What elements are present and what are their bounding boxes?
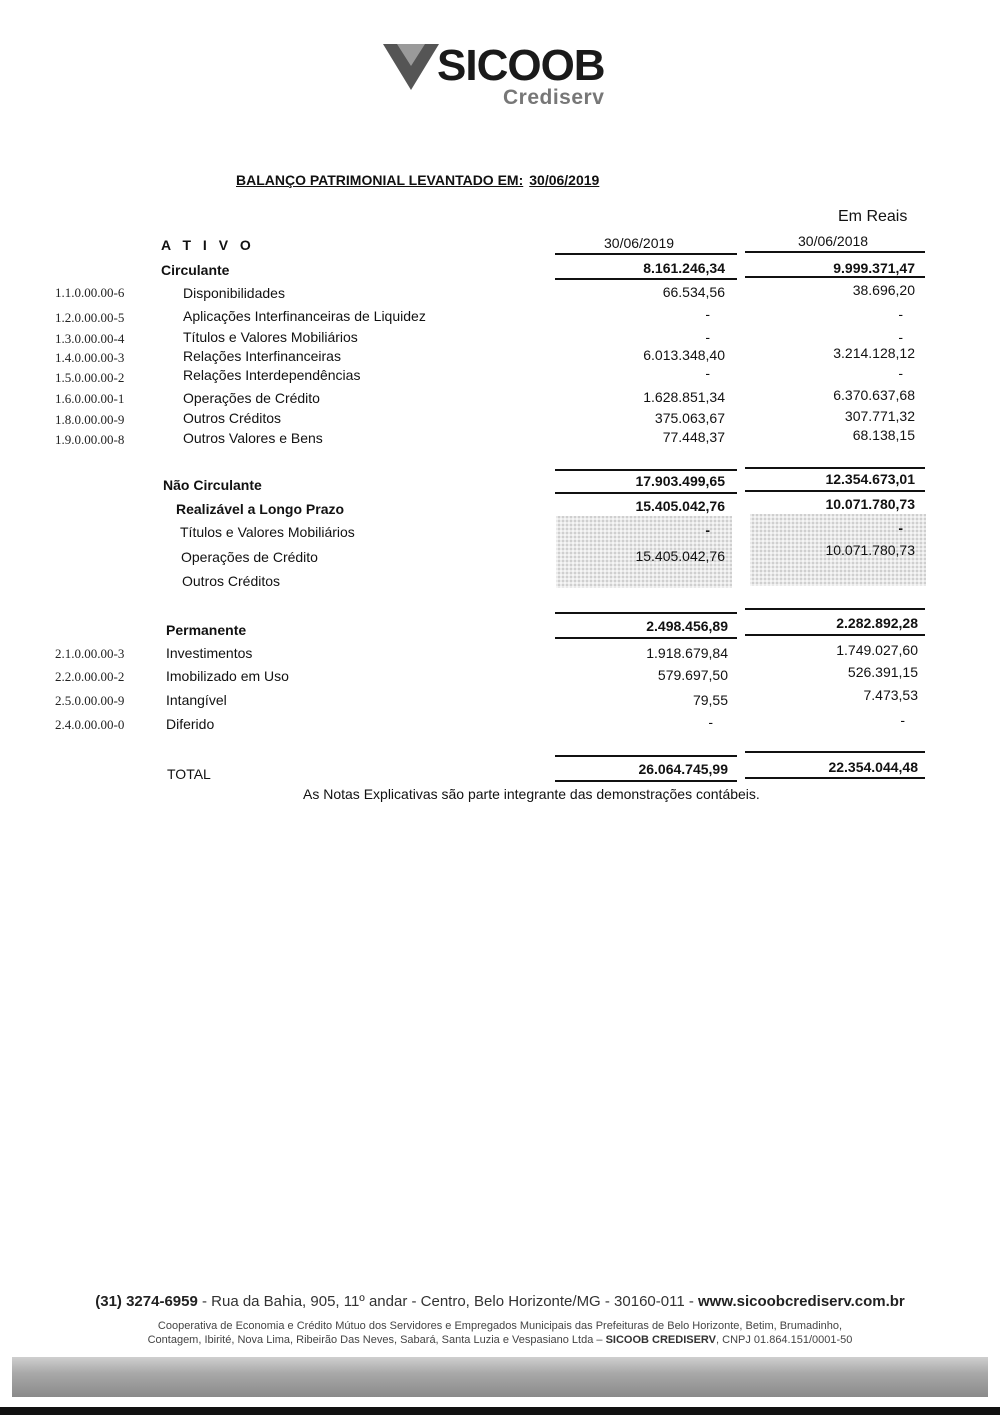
row-label: Outros Créditos xyxy=(183,410,282,426)
group-label: Não Circulante xyxy=(163,477,262,493)
value-2019: 579.697,50 xyxy=(657,667,728,683)
value-2019: - xyxy=(705,522,710,538)
value-2018: 68.138,15 xyxy=(852,427,915,443)
logo-subtitle: Crediserv xyxy=(503,86,605,109)
value-2018: 3.214.128,12 xyxy=(833,345,915,361)
value-2018: - xyxy=(898,329,903,345)
value-2019: 66.534,56 xyxy=(662,284,725,300)
value-2018: 10.071.780,73 xyxy=(825,542,915,558)
unit-label: Em Reais xyxy=(838,208,908,225)
section-heading: A T I V O xyxy=(161,237,255,253)
footer-legal-text: Contagem, Ibirité, Nova Lima, Ribeirão Das Neves, Sabará, Santa Luzia e Vespasiano Ltda – xyxy=(147,1334,606,1346)
value-2019: 1.628.851,34 xyxy=(643,389,725,405)
logo-wordmark: SICOOB xyxy=(437,41,605,90)
column-header-2019: 30/06/2019 xyxy=(604,235,675,251)
explanatory-note: As Notas Explicativas são parte integrante das demonstrações contábeis. xyxy=(303,786,760,802)
value-2019: 6.013.348,40 xyxy=(643,347,725,363)
value-2018: 10.071.780,73 xyxy=(825,496,915,512)
value-2019: 15.405.042,76 xyxy=(635,498,725,514)
value-2018: 2.282.892,28 xyxy=(836,615,918,631)
table-row xyxy=(0,365,1000,385)
divider xyxy=(555,612,737,614)
row-label: Imobilizado em Uso xyxy=(166,668,289,684)
value-2018: - xyxy=(898,520,903,536)
footer-legal xyxy=(0,1319,1000,1347)
row-label: Outros Créditos xyxy=(182,573,281,589)
account-code: 2.2.0.00.00-2 xyxy=(55,669,125,684)
row-label: Outros Valores e Bens xyxy=(183,430,323,446)
value-2018: 6.370.637,68 xyxy=(833,387,915,403)
value-2019: 8.161.246,34 xyxy=(643,260,725,276)
value-2018: 12.354.673,01 xyxy=(825,471,915,487)
divider xyxy=(745,751,925,753)
row-label: Operações de Crédito xyxy=(183,390,320,406)
account-code: 1.9.0.00.00-8 xyxy=(55,432,125,447)
row-label: Títulos e Valores Mobiliários xyxy=(183,329,358,345)
row-label: Diferido xyxy=(166,716,215,732)
footer-website: www.sicoobcrediserv.com.br xyxy=(698,1293,905,1310)
value-2019: 17.903.499,65 xyxy=(635,473,725,489)
value-2019: - xyxy=(705,365,710,381)
group-label: Permanente xyxy=(166,622,247,638)
title-text: BALANÇO PATRIMONIAL LEVANTADO EM: xyxy=(236,172,524,188)
row-label: Relações Interfinanceiras xyxy=(183,348,341,364)
footer-cnpj: , CNPJ 01.864.151/0001-50 xyxy=(716,1334,853,1346)
footer-brand: SICOOB CREDISERV xyxy=(605,1334,717,1346)
value-2018: - xyxy=(900,712,905,728)
group-row-circulante xyxy=(0,258,1000,278)
account-code: 1.4.0.00.00-3 xyxy=(55,350,125,365)
divider xyxy=(555,637,737,639)
value-2018: 307.771,32 xyxy=(844,408,915,424)
value-2019: 77.448,37 xyxy=(662,429,725,445)
value-2018: - xyxy=(898,306,903,322)
table-row xyxy=(0,522,1000,542)
table-row xyxy=(0,427,1000,447)
footer-phone: (31) 3274-6959 xyxy=(95,1293,198,1310)
account-code: 1.6.0.00.00-1 xyxy=(55,391,125,406)
divider xyxy=(555,755,737,757)
footer-band xyxy=(12,1357,988,1397)
row-label: Títulos e Valores Mobiliários xyxy=(180,524,355,540)
divider xyxy=(745,251,925,253)
footer-bottom-bar xyxy=(0,1407,1000,1415)
table-row xyxy=(0,282,1000,302)
divider xyxy=(745,490,925,492)
account-code: 1.3.0.00.00-4 xyxy=(55,331,125,346)
account-code: 2.1.0.00.00-3 xyxy=(55,646,125,661)
divider xyxy=(555,780,737,782)
group-label: Circulante xyxy=(161,262,230,278)
table-row xyxy=(0,387,1000,407)
column-header-2018: 30/06/2018 xyxy=(798,233,869,249)
divider xyxy=(555,278,737,280)
row-label: Aplicações Interfinanceiras de Liquidez xyxy=(183,308,426,324)
value-2018: - xyxy=(898,365,903,381)
total-label: TOTAL xyxy=(167,766,211,782)
footer-legal-line2 xyxy=(0,1333,1000,1347)
account-code: 1.1.0.00.00-6 xyxy=(55,285,125,300)
value-2018: 1.749.027,60 xyxy=(836,642,918,658)
total-row xyxy=(0,759,1000,782)
value-2019: 79,55 xyxy=(692,692,728,708)
title-date: 30/06/2019 xyxy=(529,172,600,188)
value-2019: 375.063,67 xyxy=(654,410,725,426)
divider xyxy=(745,276,925,278)
row-label: Relações Interdependências xyxy=(183,367,361,383)
divider xyxy=(555,253,737,255)
value-2019: - xyxy=(705,329,710,345)
page-title xyxy=(236,171,599,189)
total-value-2019: 26.064.745,99 xyxy=(638,761,728,777)
divider xyxy=(745,634,925,636)
account-code: 2.5.0.00.00-9 xyxy=(55,693,125,708)
table-row xyxy=(0,643,1000,663)
table-row xyxy=(0,687,1000,710)
divider xyxy=(745,608,925,610)
footer-legal-line1: Cooperativa de Economia e Crédito Mútuo dos Servidores e Empregados Municipais das Prefeituras de Belo Horizonte, Betim, Brumadinho, xyxy=(157,1320,843,1332)
table-row xyxy=(0,306,1000,326)
group-row-nao-circulante xyxy=(0,472,1000,492)
table-row xyxy=(0,345,1000,365)
table-row xyxy=(0,542,1000,566)
group-row-permanente xyxy=(0,616,1000,636)
subgroup-row-realizavel xyxy=(0,496,1000,516)
account-code: 1.8.0.00.00-9 xyxy=(55,412,125,427)
row-label: Investimentos xyxy=(166,645,253,661)
footer-address: - Rua da Bahia, 905, 11º andar - Centro, Belo Horizonte/MG - 30160-011 - xyxy=(197,1293,699,1310)
divider xyxy=(745,777,925,779)
value-2019: 1.918.679,84 xyxy=(646,645,728,661)
value-2018: 9.999.371,47 xyxy=(833,260,915,276)
row-label: Disponibilidades xyxy=(183,285,285,301)
row-label: Operações de Crédito xyxy=(181,549,318,565)
subgroup-label: Realizável a Longo Prazo xyxy=(176,501,345,517)
value-2019: 15.405.042,76 xyxy=(635,548,725,564)
table-row xyxy=(0,714,1000,734)
table-row xyxy=(0,408,1000,428)
value-2018: 526.391,15 xyxy=(847,664,918,680)
footer-contact xyxy=(0,1292,1000,1312)
value-2019: - xyxy=(708,714,713,730)
divider xyxy=(555,492,737,494)
value-2019: 2.498.456,89 xyxy=(646,618,728,634)
value-2018: 7.473,53 xyxy=(863,687,918,703)
account-code: 1.2.0.00.00-5 xyxy=(55,310,125,325)
total-value-2018: 22.354.044,48 xyxy=(828,759,918,775)
account-code: 2.4.0.00.00-0 xyxy=(55,717,125,732)
value-2018: 38.696,20 xyxy=(852,282,915,298)
table-row xyxy=(0,666,1000,686)
table-row xyxy=(0,571,1000,591)
row-label: Intangível xyxy=(166,692,227,708)
account-code: 1.5.0.00.00-2 xyxy=(55,370,125,385)
value-2019: - xyxy=(705,306,710,322)
